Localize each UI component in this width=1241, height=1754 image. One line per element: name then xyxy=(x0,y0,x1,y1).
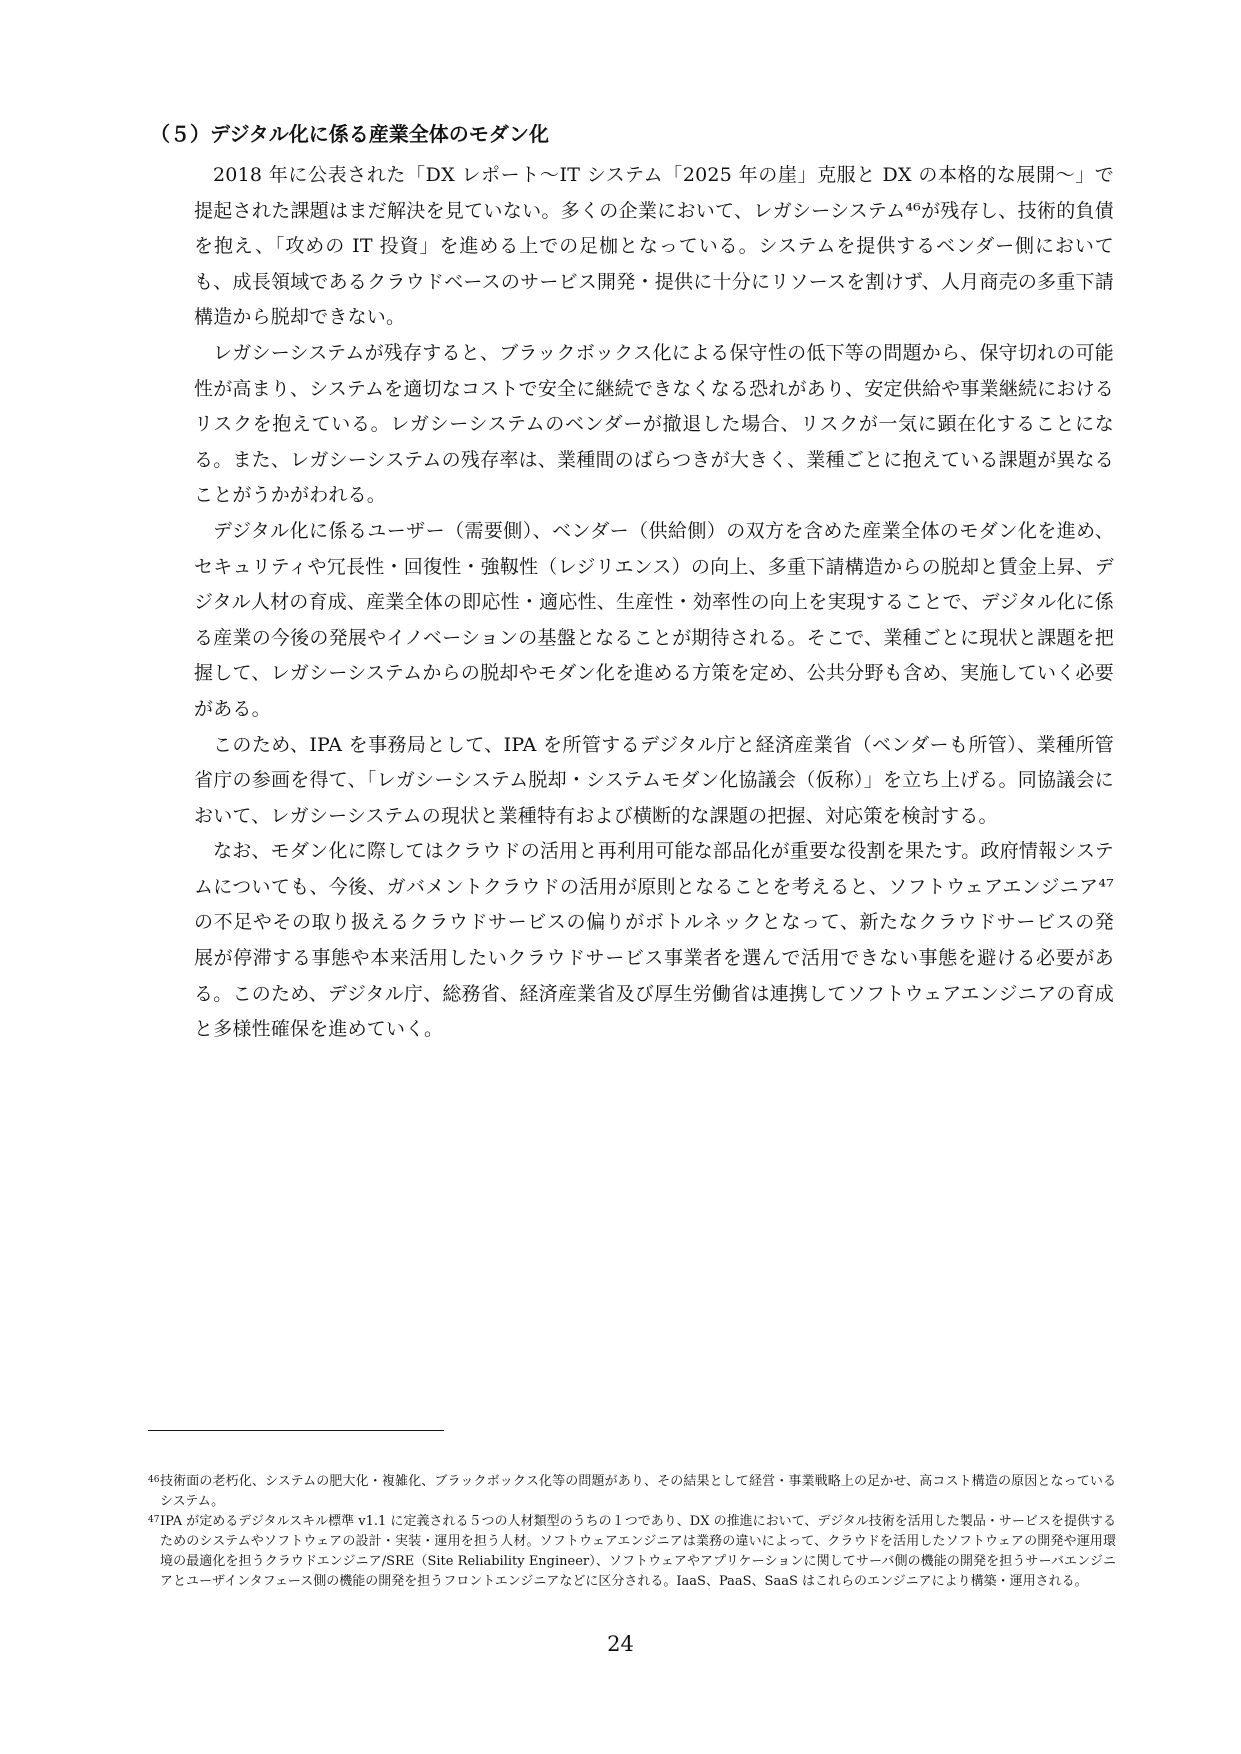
paragraph-3: デジタル化に係るユーザー（需要側）、ベンダー（供給側）の双方を含めた産業全体のモダン化を進め、セキュリティや冗長性・回復性・強靱性（レジリエンス）の向上、多重下請構造からの脱却と賃金上昇、デジタル人材の育成、産業全体の即応性・適応性、生産性・効率性の向上を実現することで、デジタル化に係る産業の今後の発展やイノベーションの基盤となることが期待される。そこで、業種ごとに現状と課題を把握して、レガシーシステムからの脱却やモダン化を進める方策を定め、公共分野も含め、実施していく必要がある。 xyxy=(194,519,1114,720)
paragraph-5: なお、モダン化に際してはクラウドの活用と再利用可能な部品化が重要な役割を果たす。政府情報システムについても、今後、ガバメントクラウドの活用が原則となることを考えると、ソフトウェアエンジニア⁴⁷の不足やその取り扱えるクラウドサービスの偏りがボトルネックとなって、新たなクラウドサービスの発展が停滞する事態や本来活用したいクラウドサービス事業者を選んで活用できない事態を避ける必要がある。このため、デジタル庁、総務省、経済産業省及び厚生労働省は連携してソフトウェアエンジニアの育成と多様性確保を進めていく。 xyxy=(194,840,1114,1041)
footnote-text: 技術面の老朽化、システムの肥大化・複雑化、ブラックボックス化等の問題があり、その結果として経営・事業戦略上の足かせ、高コスト構造の原因となっているシステム。 xyxy=(160,1474,1116,1509)
footnotes xyxy=(148,1472,1116,1592)
footnote-divider xyxy=(148,1430,444,1431)
page-number: 24 xyxy=(607,1632,634,1656)
footnote-47 xyxy=(148,1512,1116,1592)
footnote-number: 46 xyxy=(148,1475,160,1485)
section-heading: （５）デジタル化に係る産業全体のモダン化 xyxy=(150,122,549,146)
paragraph-1: 2018 年に公表された「DX レポート〜IT システム「2025 年の崖」克服と DX の本格的な展開〜」で提起された課題はまだ解決を見ていない。多くの企業において、レガシーシステム⁴⁶が残存し、技術的負債を抱え、「攻めの IT 投資」を進める上での足枷となっている。システムを提供するベンダー側においても、成長領域であるクラウドベースのサービス開発・提供に十分にリソースを割けず、人月商売の多重下請構造から脱却できない。 xyxy=(194,164,1114,329)
body-text xyxy=(194,158,1114,1048)
footnote-text: IPA が定めるデジタルスキル標準 v1.1 に定義される５つの人材類型のうちの１つであり、DX の推進において、デジタル技術を活用した製品・サービスを提供するためのシステムやソフトウェアの設計・実装・運用を担う人材。ソフトウェアエンジニアは業務の違いによって、クラウドを活用したソフトウェアの開発や運用環境の最適化を担うクラウドエンジニア/SRE（Site Reliability Engineer）、ソフトウェアやアプリケーションに関してサーバ側の機能の開発を担うサーバエンジニアとユーザインタフェース側の機能の開発を担うフロントエンジニアなどに区分される。IaaS、PaaS、SaaS はこれらのエンジニアにより構築・運用される。 xyxy=(160,1514,1116,1589)
footnote-number: 47 xyxy=(148,1515,160,1525)
paragraph-4: このため、IPA を事務局として、IPA を所管するデジタル庁と経済産業省（ベンダーも所管）、業種所管省庁の参画を得て、「レガシーシステム脱却・システムモダン化協議会（仮称）」を立ち上げる。同協議会において、レガシーシステムの現状と業種特有および横断的な課題の把握、対応策を検討する。 xyxy=(194,733,1114,827)
footnote-46 xyxy=(148,1472,1116,1512)
paragraph-2: レガシーシステムが残存すると、ブラックボックス化による保守性の低下等の問題から、保守切れの可能性が高まり、システムを適切なコストで安全に継続できなくなる恐れがあり、安定供給や事業継続におけるリスクを抱えている。レガシーシステムのベンダーが撤退した場合、リスクが一気に顕在化することになる。また、レガシーシステムの残存率は、業種間のばらつきが大きく、業種ごとに抱えている課題が異なることがうかがわれる。 xyxy=(194,341,1114,507)
